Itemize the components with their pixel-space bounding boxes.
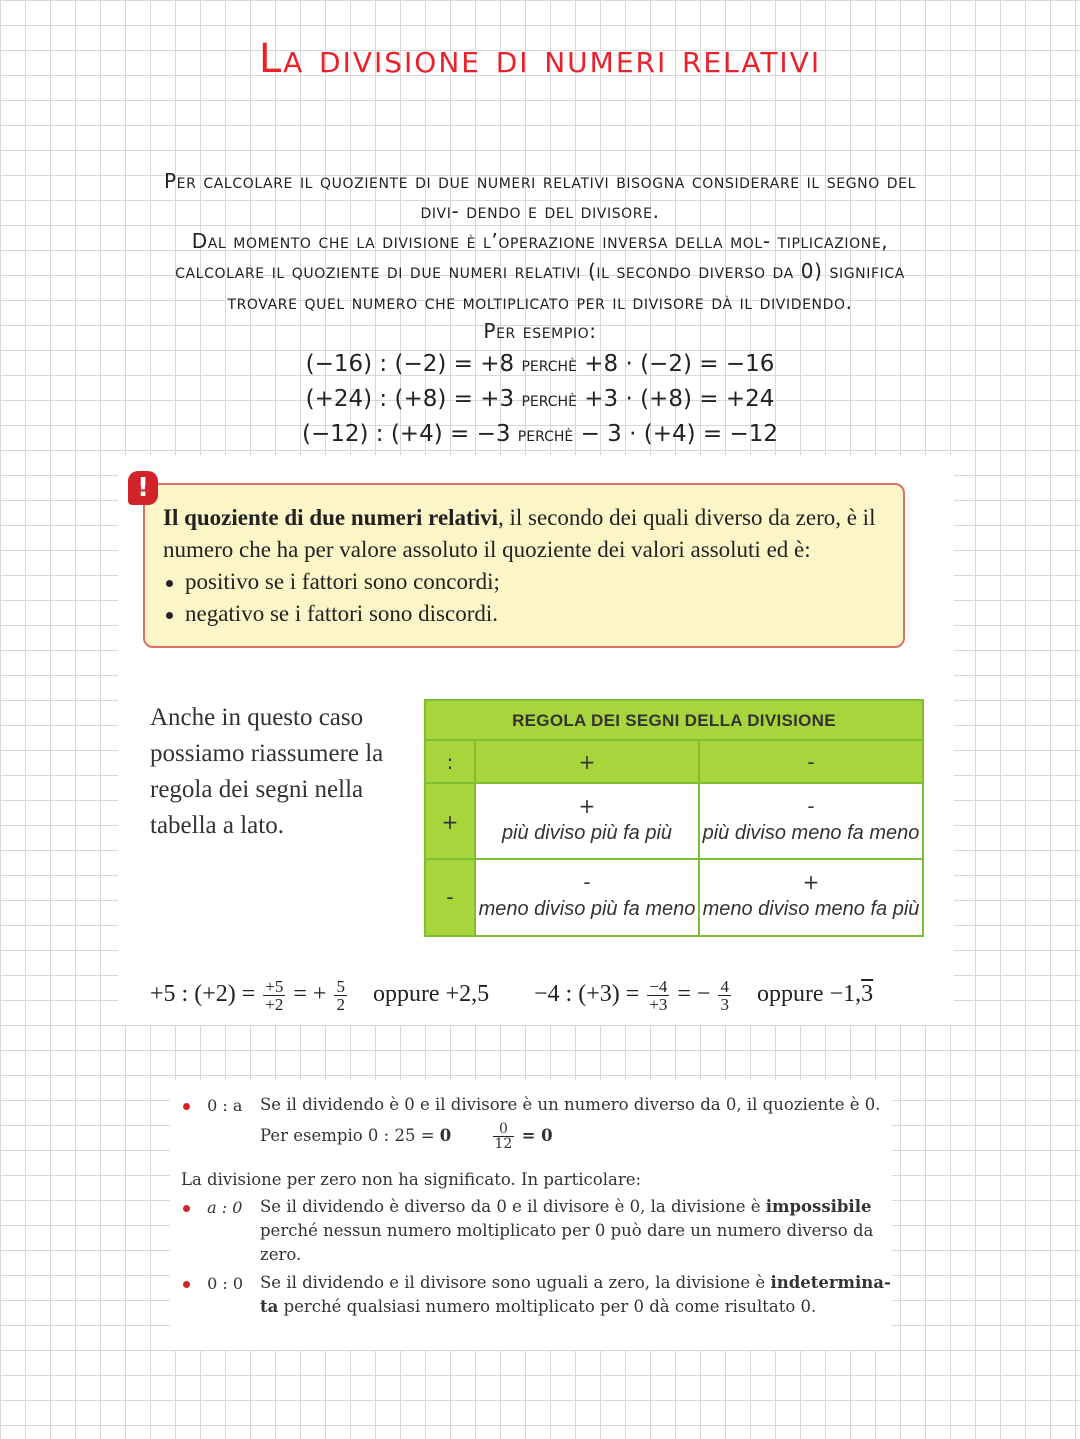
case-label: a : 0 [207, 1198, 243, 1217]
bullet-icon [166, 612, 173, 619]
example-expr: (−16) : (−2) = +8 [305, 351, 515, 377]
fraction [647, 978, 669, 1013]
case-text-rest: perché qualsiasi numero moltiplicato per 0 dà come risultato 0. [278, 1297, 817, 1316]
case-text-pre: Se il dividendo è diverso da 0 e il divisore è 0, la divisione è [260, 1197, 761, 1216]
exclamation-icon: ! [128, 471, 158, 505]
col-header: - [700, 741, 922, 784]
case-a-div-zero [183, 1198, 242, 1217]
example-word: perchè [521, 352, 577, 376]
row-header: - [426, 860, 476, 935]
case-text [260, 1297, 816, 1316]
example-word: perchè [517, 422, 574, 446]
fraction-denominator: 3 [720, 995, 729, 1014]
fraction-numerator: 4 [720, 977, 729, 996]
case-example [260, 1122, 553, 1151]
intro-line-2: divi- dendo e del divisore. [420, 199, 660, 223]
fraction [334, 978, 347, 1013]
cell-sign: - [583, 870, 591, 894]
bullet-icon [183, 1281, 190, 1288]
fraction-numerator: −4 [649, 977, 668, 996]
case-text-bold: indetermina- [770, 1273, 891, 1292]
rule-bullet-text: negativo se i fattori sono discordi. [185, 601, 498, 626]
fraction [718, 978, 731, 1013]
case-zero-div [183, 1096, 242, 1115]
fraction-denominator: +2 [265, 995, 284, 1014]
bullet-icon [166, 580, 173, 587]
bullet-icon [183, 1103, 190, 1110]
cell-sign: + [802, 870, 820, 894]
example-expr: (+24) : (+8) = +3 [305, 386, 515, 412]
case-text: Se il dividendo è 0 e il divisore è un numero diverso da 0, il quoziente è 0. [260, 1095, 881, 1114]
fraction-numerator: 5 [336, 977, 345, 996]
rule-rest: , il secondo dei quali diverso da zero, è il [498, 505, 876, 530]
periodic-digit: 3 [861, 981, 874, 1008]
cell-text: più diviso meno fa meno [702, 822, 920, 844]
cell-sign: - [807, 794, 815, 818]
table-cell [476, 860, 700, 935]
row-header: + [426, 784, 476, 860]
fraction-lhs: −4 : (+3) = [534, 981, 640, 1008]
example-equation [0, 386, 1080, 412]
table-cell [700, 784, 922, 860]
bullet-icon [183, 1205, 190, 1212]
example-equation [0, 421, 1080, 447]
rule-line-1 [163, 505, 875, 531]
fraction [263, 978, 285, 1013]
rule-bullet-text: positivo se i fattori sono concordi; [185, 569, 500, 594]
table-title-row [426, 701, 922, 741]
case-text-bold: impossibile [765, 1197, 872, 1216]
col-header: + [476, 741, 700, 784]
rule-bullet [166, 601, 498, 627]
case-label: 0 : a [207, 1096, 243, 1115]
table-corner: : [426, 741, 476, 784]
example-expr: (−12) : (+4) = −3 [301, 421, 511, 447]
case-text-pre: Se il dividendo e il divisore sono uguali a zero, la divisione è [260, 1273, 766, 1292]
fraction-numerator: +5 [265, 977, 284, 996]
fraction-alt: oppure +2,5 [372, 981, 490, 1008]
case-label: 0 : 0 [207, 1274, 244, 1293]
fraction-mid: = + [293, 981, 327, 1008]
rule-line-2: numero che ha per valore assoluto il quoziente dei valori assoluti ed è: [163, 537, 811, 562]
intro-line-3: Dal momento che la divisione è l’operazione inversa della mol- tiplicazione, [191, 229, 889, 253]
cell-sign: + [578, 794, 596, 818]
case-text: zero. [260, 1245, 302, 1264]
cell-text: più diviso più fa più [501, 822, 673, 844]
example-check: − 3 · (+4) = −12 [580, 421, 779, 447]
fraction-alt: oppure −1, [756, 981, 862, 1008]
example-word: perchè [521, 387, 577, 411]
fraction [493, 1122, 515, 1151]
intro-line-4: calcolare il quoziente di due numeri relativi (il secondo diverso da 0) significa [175, 259, 905, 283]
example-check: +3 · (+8) = +24 [584, 386, 775, 412]
case-text-bold: ta [260, 1297, 279, 1316]
cell-text: meno diviso più fa meno [478, 898, 696, 920]
example-equation [0, 351, 1080, 377]
table-cell [476, 784, 700, 860]
fraction-example [150, 978, 489, 1013]
fraction-denominator: 12 [494, 1136, 513, 1152]
rule-bullet [166, 569, 500, 595]
fraction-denominator: +3 [649, 995, 668, 1014]
fraction-denominator: 2 [336, 995, 345, 1014]
fraction-example [534, 978, 873, 1013]
fraction-mid: = − [677, 981, 711, 1008]
case-text [260, 1273, 891, 1292]
table-cell [700, 860, 922, 935]
intro-example-label: Per esempio: [483, 319, 597, 343]
case-text: perché nessun numero moltiplicato per 0 può dare un numero diverso da [260, 1221, 874, 1240]
case-zero-div-zero [183, 1274, 243, 1293]
sign-rule-table [424, 699, 924, 937]
division-by-zero-intro: La divisione per zero non ha significato. In particolare: [181, 1170, 642, 1189]
side-note: Anche in questo caso possiamo riassumere la regola dei segni nella tabella a lato. [150, 704, 384, 839]
table-title: REGOLA DEI SEGNI DELLA DIVISIONE [512, 711, 836, 730]
fraction-numerator: 0 [493, 1122, 515, 1137]
case-example-result: 0 [439, 1126, 452, 1145]
cell-text: meno diviso meno fa più [702, 898, 920, 920]
example-check: +8 · (−2) = −16 [584, 351, 775, 377]
case-example-prefix: Per esempio 0 : 25 = [260, 1126, 435, 1145]
rule-bold: Il quoziente di due numeri relativi [163, 505, 498, 530]
intro-line-5: trovare quel numero che moltiplicato per il divisore dà il dividendo. [227, 290, 853, 314]
page-title: La divisione di numeri relativi [258, 36, 822, 82]
case-frac-result: = 0 [521, 1126, 553, 1145]
intro-line-1: Per calcolare il quoziente di due numeri relativi bisogna considerare il segno del [163, 169, 917, 193]
fraction-lhs: +5 : (+2) = [150, 981, 256, 1008]
case-text [260, 1197, 871, 1216]
